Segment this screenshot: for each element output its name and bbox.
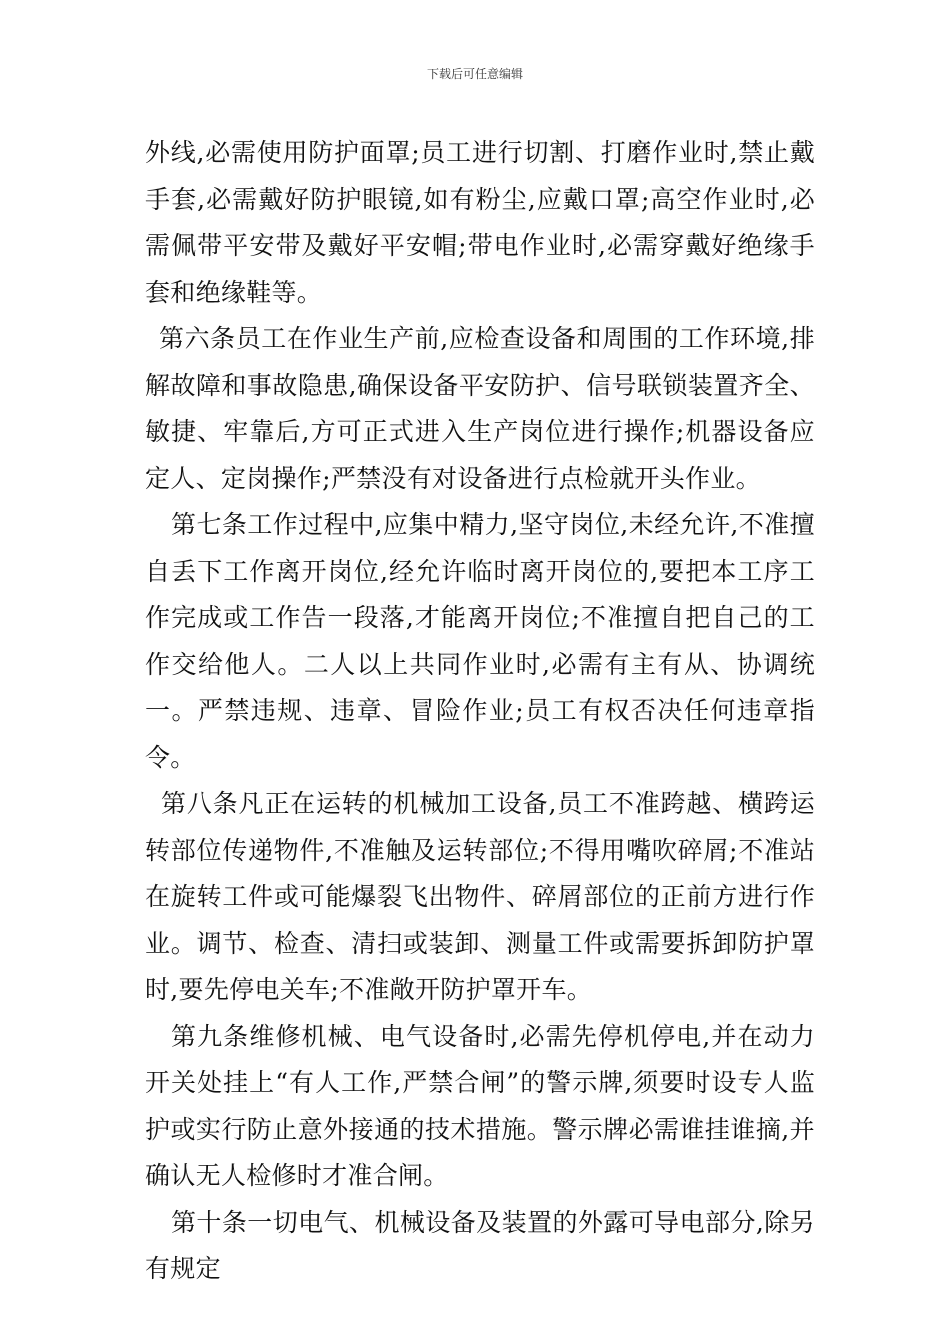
paragraph-article-8: 第八条凡正在运转的机械加工设备,员工不准跨越、横跨运转部位传递物件,不准触及运转部位;不得用嘴吹碎屑;不准站在旋转工件或可能爆裂飞出物件、碎屑部位的正前方进行作业。调节、检查、清扫或装卸、测量工件或需要拆卸防护罩时,要先停电关车;不准敞开防护罩开车。 xyxy=(145,789,815,1004)
paragraph-article-9: 第九条维修机械、电气设备时,必需先停机停电,并在动力开关处挂上“有人工作,严禁合闸”的警示牌,须要时设专人监护或实行防止意外接通的技术措施。警示牌必需谁挂谁摘,并确认无人检修时才准合闸。 xyxy=(145,1021,815,1190)
paragraph-article-10: 第十条一切电气、机械设备及装置的外露可导电部分,除另有规定 xyxy=(145,1207,815,1283)
paragraph-continuation: 外线,必需使用防护面罩;员工进行切割、打磨作业时,禁止戴手套,必需戴好防护眼镜,如有粉尘,应戴口罩;高空作业时,必需佩带平安带及戴好平安帽;带电作业时,必需穿戴好绝缘手套和绝缘鞋等。 xyxy=(145,138,815,307)
document-body xyxy=(145,130,815,1293)
paragraph-article-7: 第七条工作过程中,应集中精力,坚守岗位,未经允许,不准擅自丢下工作离开岗位,经允许临时离开岗位的,要把本工序工作完成或工作告一段落,才能离开岗位;不准擅自把自己的工作交给他人。二人以上共同作业时,必需有主有从、协调统一。严禁违规、违章、冒险作业;员工有权否决任何违章指令。 xyxy=(145,510,815,772)
page-header: 下载后可任意编辑 xyxy=(426,67,523,81)
paragraph-article-6: 第六条员工在作业生产前,应检查设备和周围的工作环境,排解故障和事故隐患,确保设备平安防护、信号联锁装置齐全、敏捷、牢靠后,方可正式进入生产岗位进行操作;机器设备应定人、定岗操作;严禁没有对设备进行点检就开头作业。 xyxy=(145,324,815,493)
